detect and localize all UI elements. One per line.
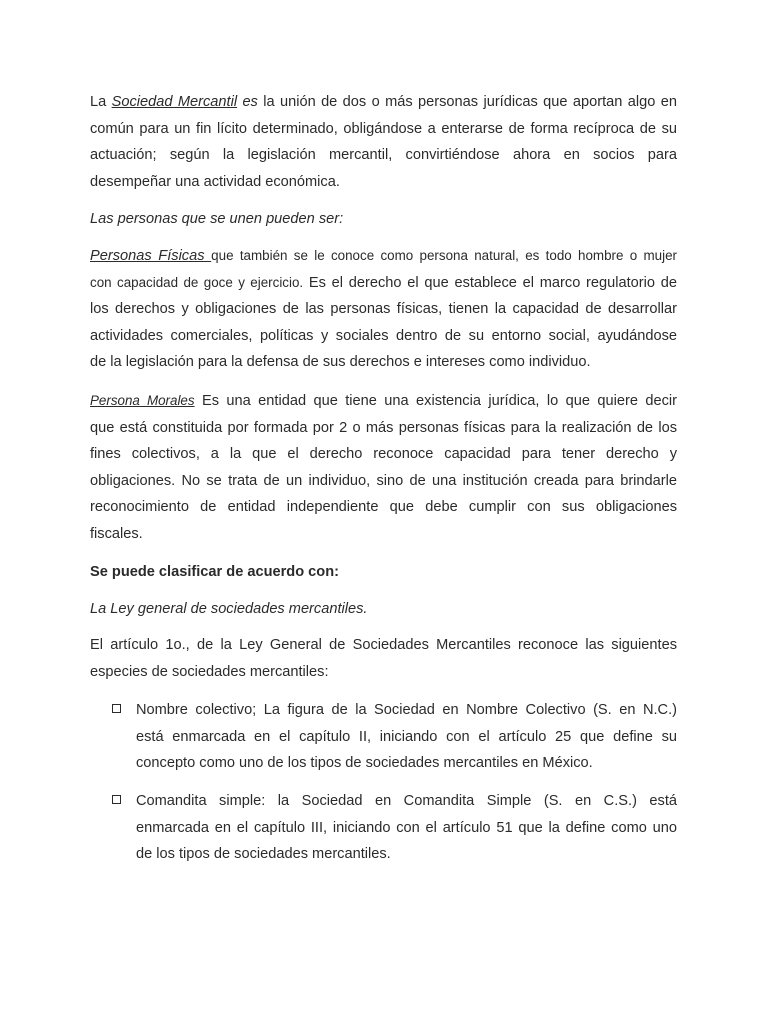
text-line: fines colectivos, a la que el derecho reconoce capacidad para tener derecho y (90, 446, 677, 463)
text-line (90, 243, 677, 270)
paragraph-ley-general: La Ley general de sociedades mercantiles. (90, 601, 368, 617)
checkbox-bullet-icon (112, 704, 121, 713)
text-line: El artículo 1o., de la Ley General de Sociedades Mercantiles reconoce las siguientes (90, 637, 677, 653)
text-line: especies de sociedades mercantiles: (90, 663, 329, 680)
text-line (90, 388, 677, 415)
text-line: enmarcada en el capítulo III, iniciando con el artículo 51 que la define como uno (136, 819, 677, 836)
paragraph-personas-fisicas (90, 243, 677, 376)
text-span: La (90, 94, 112, 110)
text-line: fiscales. (90, 525, 143, 542)
list-item-text (136, 697, 677, 777)
text-line: está enmarcada en el capítulo II, iniciando con el artículo 25 que define su (136, 728, 677, 745)
paragraph-personas-intro: Las personas que se unen pueden ser: (90, 211, 344, 227)
text-line: Nombre colectivo; La figura de la Sociedad en Nombre Colectivo (S. en N.C.) (136, 702, 677, 718)
text-span: es (237, 94, 258, 110)
term-persona-morales: Persona Morales (90, 393, 195, 408)
text-line: concepto como uno de los tipos de sociedades mercantiles en México. (136, 755, 593, 772)
list-item-text (136, 788, 677, 868)
text-span: Es una entidad que tiene una existencia jurídica, lo que quiere decir (194, 393, 677, 409)
text-line: común para un fin lícito determinado, obligándose a enterarse de forma recíproca de su (90, 120, 677, 137)
paragraph-sociedad-mercantil (90, 89, 677, 195)
text-span: la unión de dos o más personas jurídicas que aportan algo en (257, 94, 677, 110)
checkbox-bullet-icon (112, 795, 121, 804)
paragraph-articulo (90, 632, 677, 685)
text-line: actividades comerciales, políticas y sociales dentro de su entorno social, ayudándose (90, 327, 677, 344)
text-line: de la legislación para la defensa de sus derechos e intereses como individuo. (90, 354, 591, 371)
text-line: obligaciones. No se trata de un individuo, sino de una institución creada para brindarle (90, 472, 677, 489)
term-sociedad-mercantil: Sociedad Mercantil (111, 94, 238, 110)
paragraph-persona-morales (90, 388, 677, 548)
term-personas-fisicas: Personas Físicas (90, 248, 212, 264)
text-line: reconocimiento de entidad independiente que debe cumplir con sus obligaciones (90, 499, 677, 516)
text-line (90, 89, 677, 116)
text-line: Comandita simple: la Sociedad en Comandita Simple (S. en C.S.) está (136, 793, 677, 809)
text-span: con capacidad de goce y ejercicio. (90, 274, 304, 290)
heading-clasificacion: Se puede clasificar de acuerdo con: (90, 564, 339, 580)
text-span: que también se le conoce como persona natural, es todo hombre o mujer (211, 248, 677, 263)
text-span: Es el derecho el que establece el marco regulatorio de (303, 274, 677, 291)
text-line: que está constituida por formada por 2 o más personas físicas para la realización de los (90, 419, 677, 436)
text-line: desempeñar una actividad económica. (90, 173, 340, 190)
text-line: actuación; según la legislación mercantil, convirtiéndose ahora en socios para (90, 147, 677, 164)
text-line: de los tipos de sociedades mercantiles. (136, 846, 391, 863)
text-line: los derechos y obligaciones de las personas físicas, tienen la capacidad de desarrollar (90, 301, 677, 318)
text-line (90, 270, 677, 297)
